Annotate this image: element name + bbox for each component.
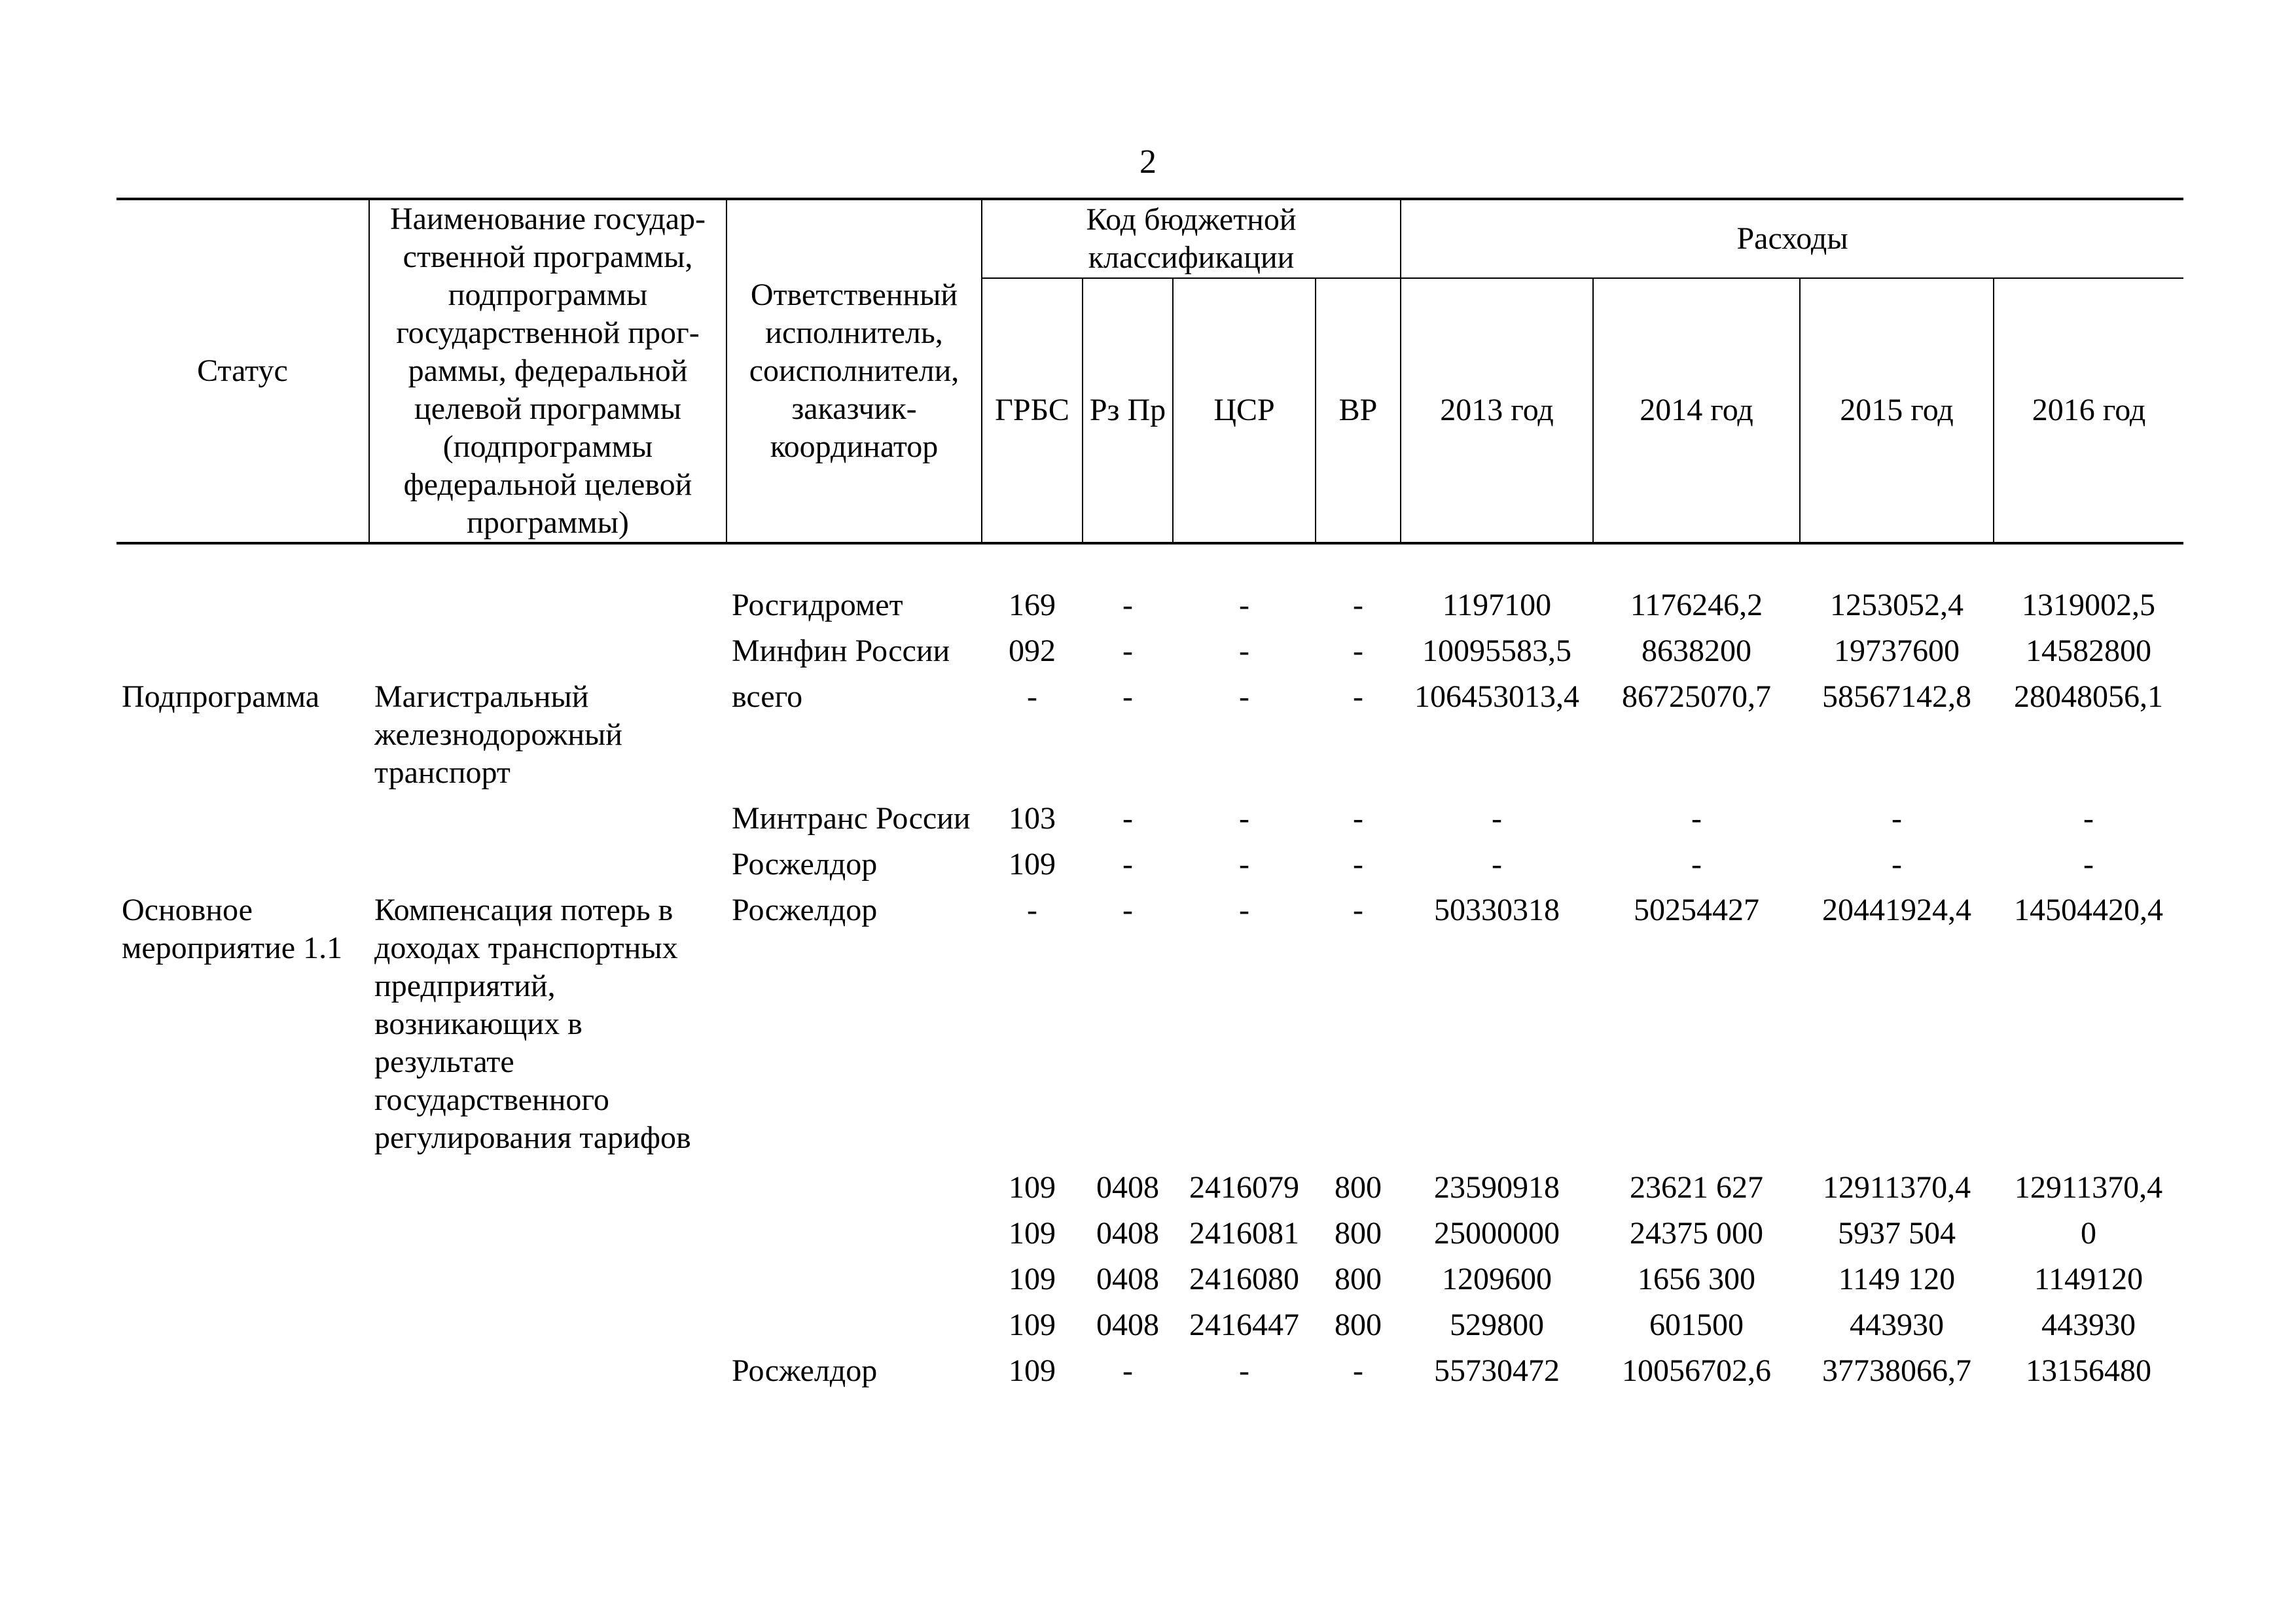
header-executor: Ответственный исполнитель, соисполнители, заказчик-координатор (726, 199, 982, 543)
cell-status (117, 1211, 369, 1257)
cell-y2016: 13156480 (2026, 1353, 2151, 1388)
cell-vr: 800 (1335, 1170, 1382, 1205)
cell-rzpr: - (1122, 847, 1133, 882)
header-grbs: ГРБС (982, 278, 1083, 543)
cell-status (117, 1348, 369, 1394)
cell-y2014: 601500 (1649, 1308, 1744, 1342)
cell-rzpr: - (1122, 588, 1133, 622)
cell-executor (726, 1211, 982, 1257)
budget-table-frame (117, 198, 2183, 1394)
cell-y2015: 443930 (1850, 1308, 1944, 1342)
cell-grbs: 109 (1009, 1308, 1056, 1342)
cell-name (369, 1211, 726, 1257)
header-2016: 2016 год (1994, 278, 2183, 543)
cell-status (117, 582, 369, 628)
cell-y2016: - (2083, 847, 2094, 882)
cell-rzpr: - (1122, 801, 1133, 836)
cell-name (369, 582, 726, 628)
cell-csr: 2416079 (1189, 1170, 1299, 1205)
cell-y2014: 86725070,7 (1622, 679, 1771, 714)
cell-y2016: 1149120 (2034, 1262, 2144, 1296)
cell-y2015: - (1892, 847, 1902, 882)
header-budget-code: Код бюджетной классификации (982, 199, 1401, 278)
cell-csr: 2416447 (1189, 1308, 1299, 1342)
cell-rzpr: 0408 (1096, 1216, 1159, 1251)
cell-grbs: 092 (1009, 633, 1056, 668)
cell-y2015: 37738066,7 (1822, 1353, 1971, 1388)
header-vr: ВР (1316, 278, 1401, 543)
cell-csr: - (1239, 588, 1249, 622)
page-number: 2 (1139, 143, 1157, 181)
cell-executor: Минтранс России (732, 801, 971, 836)
cell-name (369, 842, 726, 887)
cell-y2013: - (1492, 847, 1502, 882)
cell-y2013: 106453013,4 (1414, 679, 1579, 714)
table-row (117, 1302, 2183, 1348)
cell-grbs: 109 (1009, 1262, 1056, 1296)
cell-vr: - (1353, 893, 1363, 927)
cell-status (117, 842, 369, 887)
cell-status (117, 1257, 369, 1302)
cell-rzpr: - (1122, 893, 1133, 927)
header-rzpr: Рз Пр (1083, 278, 1173, 543)
cell-csr: 2416080 (1189, 1262, 1299, 1296)
table-row (117, 796, 2183, 842)
cell-status: Подпрограмма (122, 679, 320, 714)
cell-grbs: - (1027, 679, 1037, 714)
cell-vr: - (1353, 588, 1363, 622)
cell-executor: Росгидромет (732, 588, 903, 622)
cell-name (369, 1348, 726, 1394)
cell-csr: - (1239, 801, 1249, 836)
cell-y2016: - (2083, 801, 2094, 836)
cell-status (117, 796, 369, 842)
cell-y2016: 14504420,4 (2014, 893, 2163, 927)
header-status: Статус (117, 199, 369, 543)
cell-rzpr: - (1122, 1353, 1133, 1388)
cell-grbs: 103 (1009, 801, 1056, 836)
cell-status (117, 1302, 369, 1348)
cell-y2013: 1197100 (1442, 588, 1552, 622)
cell-vr: 800 (1335, 1308, 1382, 1342)
cell-y2014: 10056702,6 (1622, 1353, 1771, 1388)
cell-y2015: 12911370,4 (1822, 1170, 1971, 1205)
cell-y2015: 58567142,8 (1822, 679, 1971, 714)
cell-vr: 800 (1335, 1216, 1382, 1251)
cell-vr: - (1353, 633, 1363, 668)
cell-status (117, 1165, 369, 1211)
cell-y2013: 25000000 (1434, 1216, 1560, 1251)
cell-y2014: 50254427 (1634, 893, 1759, 927)
cell-y2015: 19737600 (1834, 633, 1960, 668)
cell-grbs: - (1027, 893, 1037, 927)
cell-y2013: 529800 (1450, 1308, 1544, 1342)
cell-rzpr: 0408 (1096, 1170, 1159, 1205)
cell-y2013: 50330318 (1434, 893, 1560, 927)
cell-name (369, 1302, 726, 1348)
cell-vr: 800 (1335, 1262, 1382, 1296)
table-header (117, 199, 2183, 543)
cell-status (117, 628, 369, 674)
cell-y2014: - (1691, 847, 1702, 882)
cell-y2015: 1253052,4 (1830, 588, 1964, 622)
cell-csr: - (1239, 1353, 1249, 1388)
cell-executor: Росжелдор (732, 1353, 878, 1388)
cell-name (369, 796, 726, 842)
cell-csr: 2416081 (1189, 1216, 1299, 1251)
cell-grbs: 109 (1009, 1170, 1056, 1205)
header-csr: ЦСР (1173, 278, 1316, 543)
cell-executor (726, 1257, 982, 1302)
cell-grbs: 109 (1009, 1216, 1056, 1251)
cell-name: Магистральный железнодорожный транспорт (374, 679, 622, 790)
cell-name: Компенсация потерь в доходах транспортных предприятий, возникающих в результате государственного регулирования тарифов (374, 893, 691, 1155)
cell-y2014: 23621 627 (1630, 1170, 1763, 1205)
cell-y2016: 443930 (2041, 1308, 2136, 1342)
cell-executor: всего (732, 679, 803, 714)
cell-csr: - (1239, 679, 1249, 714)
header-2015: 2015 год (1800, 278, 1994, 543)
header-program-name: Наименование государ-ственной программы, подпрограммы государственной прог-раммы, федеральной целевой программы (подпрограммы федеральной целевой программы) (369, 199, 726, 543)
table-row (117, 674, 2183, 796)
cell-y2014: 1656 300 (1638, 1262, 1755, 1296)
cell-grbs: 109 (1009, 1353, 1056, 1388)
cell-rzpr: - (1122, 633, 1133, 668)
table-row (117, 1348, 2183, 1394)
header-2014: 2014 год (1593, 278, 1800, 543)
cell-rzpr: 0408 (1096, 1262, 1159, 1296)
cell-y2016: 0 (2081, 1216, 2096, 1251)
cell-y2014: 8638200 (1641, 633, 1751, 668)
cell-status: Основное мероприятие 1.1 (122, 893, 343, 965)
cell-csr: - (1239, 633, 1249, 668)
cell-y2014: 1176246,2 (1630, 588, 1763, 622)
cell-vr: - (1353, 847, 1363, 882)
table-row (117, 1165, 2183, 1211)
budget-table (117, 198, 2183, 1394)
cell-executor: Росжелдор (732, 893, 878, 927)
cell-csr: - (1239, 847, 1249, 882)
table-row (117, 842, 2183, 887)
table-row (117, 887, 2183, 1165)
cell-y2016: 1319002,5 (2022, 588, 2155, 622)
cell-y2016: 12911370,4 (2014, 1170, 2163, 1205)
header-expenses: Расходы (1401, 199, 2183, 278)
cell-y2013: 55730472 (1434, 1353, 1560, 1388)
table-body (117, 543, 2183, 1394)
cell-csr: - (1239, 893, 1249, 927)
table-row (117, 582, 2183, 628)
cell-vr: - (1353, 679, 1363, 714)
cell-y2016: 28048056,1 (2014, 679, 2163, 714)
table-row (117, 1257, 2183, 1302)
cell-grbs: 109 (1009, 847, 1056, 882)
cell-y2015: 5937 504 (1838, 1216, 1956, 1251)
cell-y2013: 1209600 (1442, 1262, 1552, 1296)
cell-y2013: - (1492, 801, 1502, 836)
table-row (117, 1211, 2183, 1257)
cell-executor (726, 1165, 982, 1211)
cell-y2014: - (1691, 801, 1702, 836)
cell-y2016: 14582800 (2026, 633, 2151, 668)
cell-y2013: 23590918 (1434, 1170, 1560, 1205)
cell-y2015: - (1892, 801, 1902, 836)
cell-y2015: 1149 120 (1838, 1262, 1956, 1296)
cell-name (369, 1165, 726, 1211)
cell-executor: Росжелдор (732, 847, 878, 882)
cell-vr: - (1353, 1353, 1363, 1388)
cell-rzpr: - (1122, 679, 1133, 714)
cell-grbs: 169 (1009, 588, 1056, 622)
table-row (117, 628, 2183, 674)
cell-name (369, 628, 726, 674)
cell-rzpr: 0408 (1096, 1308, 1159, 1342)
header-2013: 2013 год (1401, 278, 1593, 543)
cell-y2014: 24375 000 (1630, 1216, 1763, 1251)
cell-executor: Минфин России (732, 633, 950, 668)
cell-y2015: 20441924,4 (1822, 893, 1971, 927)
cell-vr: - (1353, 801, 1363, 836)
cell-name (369, 1257, 726, 1302)
cell-y2013: 10095583,5 (1422, 633, 1571, 668)
cell-executor (726, 1302, 982, 1348)
